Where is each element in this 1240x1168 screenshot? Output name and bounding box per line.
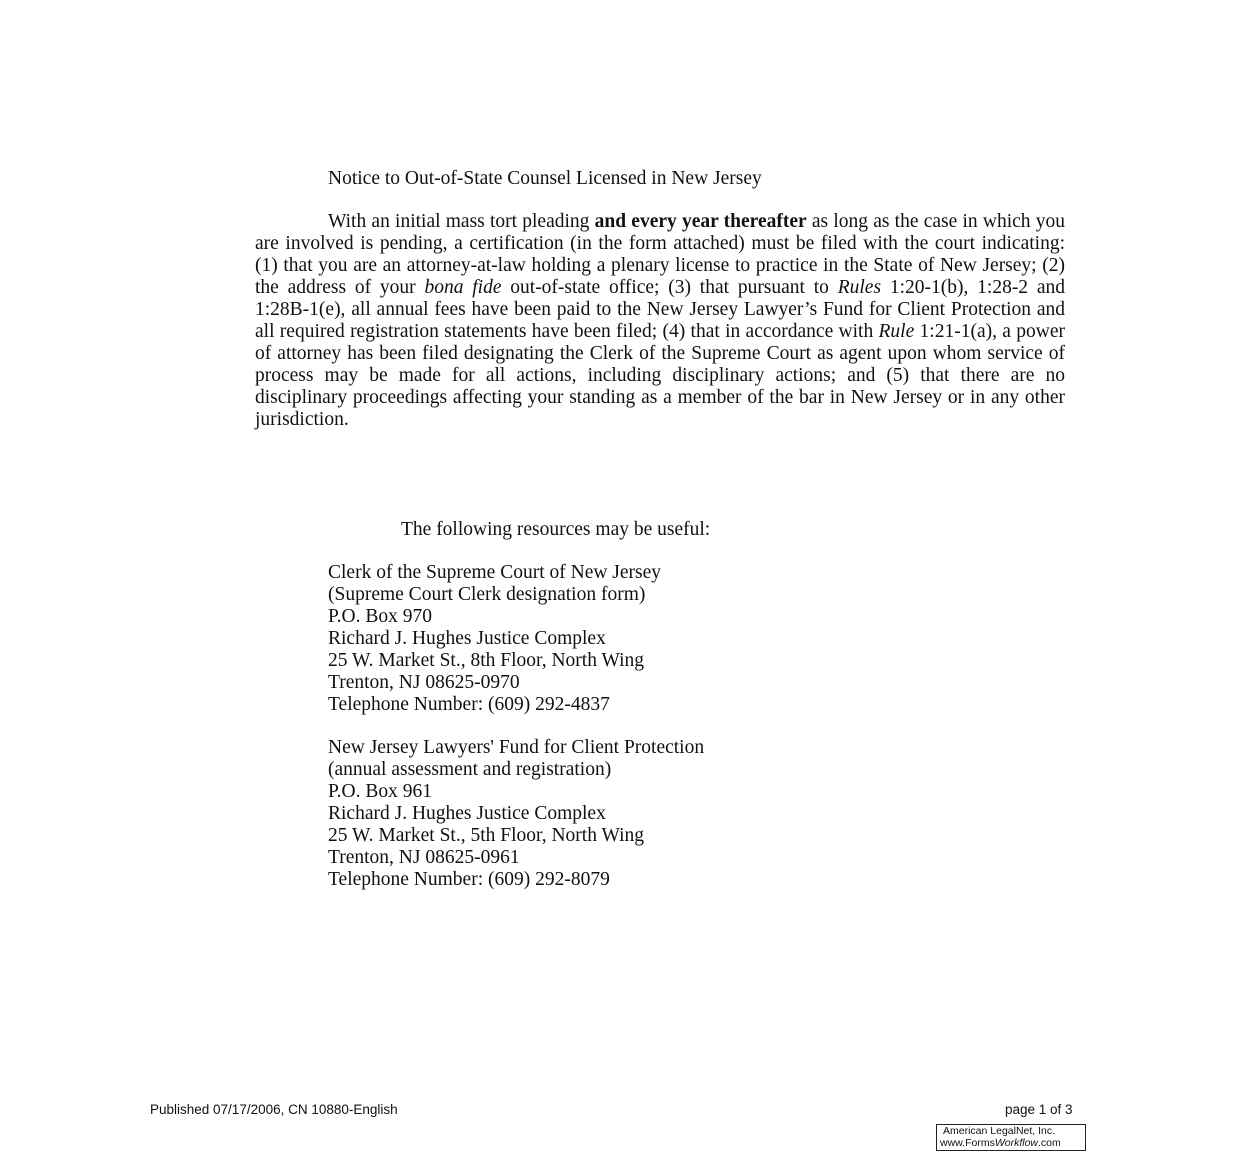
address-line: Trenton, NJ 08625-0970 [328, 672, 520, 693]
address-line: (Supreme Court Clerk designation form) [328, 584, 646, 605]
notice-paragraph [255, 211, 1065, 431]
address-line: Richard J. Hughes Justice Complex [328, 803, 606, 824]
publisher-url-suffix: .com [1038, 1136, 1061, 1149]
paragraph-italic-rules: Rules [837, 277, 882, 298]
paragraph-text-2: as long as the case in which you are involved is pending, a certification (in the form attached) must be filed with the court indicating: (1) that you are an attorney-at-law holding a plenary license to practice in the State of New Jersey; (2) the address of your [255, 211, 1065, 298]
paragraph-italic-rule: Rule [878, 321, 915, 342]
paragraph-text-3: out-of-state office; (3) that pursuant to [501, 277, 838, 298]
paragraph-text-5: 1:21-1(a), a power of attorney has been filed designating the Clerk of the Supreme Court as agent upon whom service of process may be made for all actions, including disciplinary actions; and (5) that there are no disciplinary proceedings affecting your standing as a member of the bar in New Jersey or in any other jurisdiction. [255, 321, 1065, 430]
published-footer: Published 07/17/2006, CN 10880-English [150, 1102, 398, 1117]
address-line: Telephone Number: (609) 292-8079 [328, 869, 610, 890]
publisher-url-prefix: www.Forms [940, 1136, 995, 1149]
publisher-url [940, 1138, 1082, 1150]
address-line: Richard J. Hughes Justice Complex [328, 628, 606, 649]
paragraph-bold-phrase: and every year thereafter [594, 211, 807, 232]
address-line: P.O. Box 970 [328, 606, 433, 627]
address-line: P.O. Box 961 [328, 781, 433, 802]
address-line: Telephone Number: (609) 292-4837 [328, 694, 610, 715]
publisher-stamp [936, 1124, 1086, 1151]
address-line: 25 W. Market St., 5th Floor, North Wing [328, 825, 645, 846]
resources-heading: The following resources may be useful: [401, 519, 711, 540]
resource-address-fund [328, 737, 704, 891]
publisher-name: American LegalNet, Inc. [943, 1125, 1056, 1137]
address-line: Clerk of the Supreme Court of New Jersey [328, 562, 662, 583]
paragraph-text-4: 1:20-1(b), 1:28-2 and 1:28B-1(e), all annual fees have been paid to the New Jersey Lawyer’s Fund for Client Protection and all required registration statements have been filed; (4) that in accordance with [255, 277, 1065, 342]
address-line: (annual assessment and registration) [328, 759, 612, 780]
paragraph-italic-bona-fide: bona fide [424, 277, 502, 298]
resource-address-clerk [328, 562, 661, 716]
page-number: page 1 of 3 [1005, 1102, 1073, 1117]
address-line: 25 W. Market St., 8th Floor, North Wing [328, 650, 645, 671]
address-line: New Jersey Lawyers' Fund for Client Protection [328, 737, 705, 758]
address-line: Trenton, NJ 08625-0961 [328, 847, 520, 868]
paragraph-text-1: With an initial mass tort pleading [328, 211, 595, 232]
publisher-url-italic: Workflow [994, 1136, 1039, 1149]
document-title: Notice to Out-of-State Counsel Licensed in New Jersey [328, 168, 762, 189]
